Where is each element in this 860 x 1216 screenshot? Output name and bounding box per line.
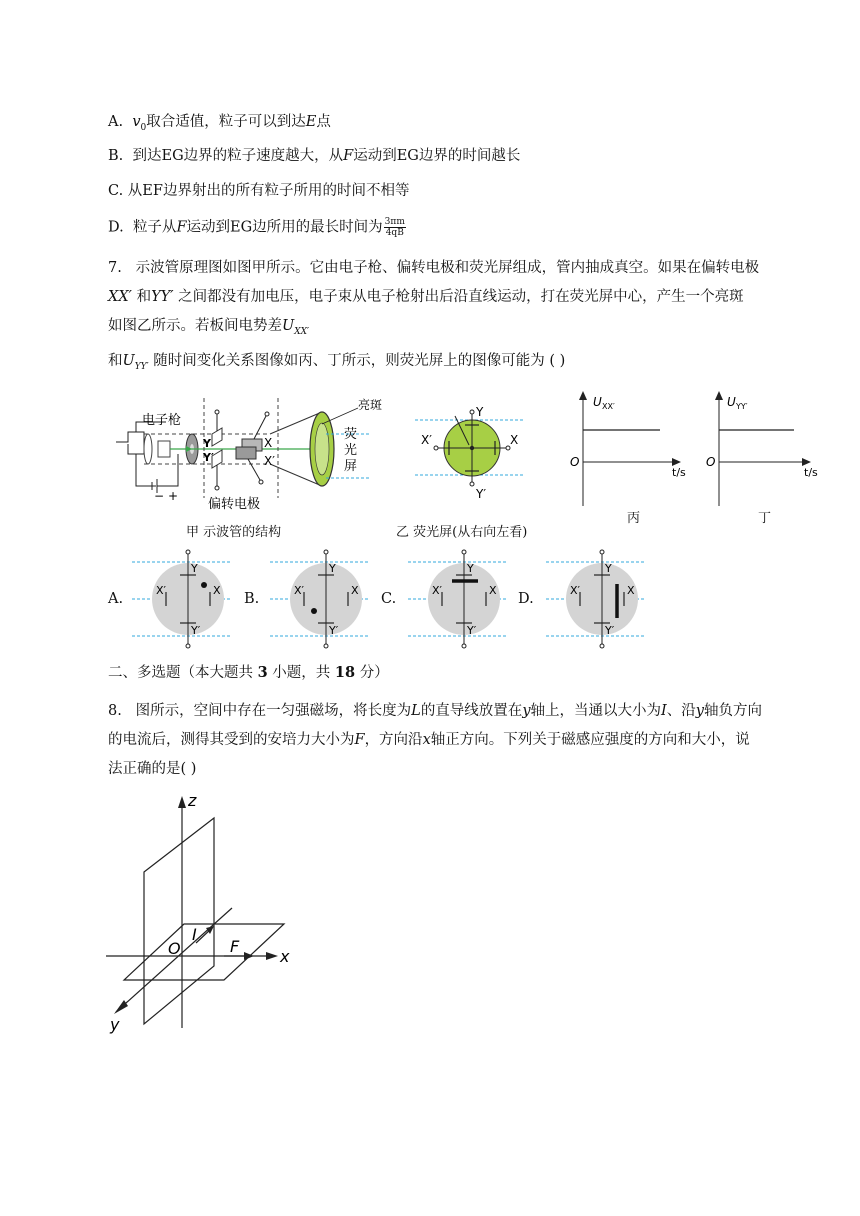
- q8-3d-axes-diagram: [104, 790, 304, 1040]
- label-z: z: [188, 791, 197, 810]
- svg-text:Y: Y: [467, 562, 474, 575]
- bing-ysub: XX′: [602, 402, 615, 411]
- svg-text:Y: Y: [329, 562, 336, 575]
- q6-option-a: A. $v_0$取合适值，粒子可以到达E点: [108, 114, 331, 133]
- q6-option-b: B. 到达EG边界的粒子速度越大，从F运动到EG边界的时间越长: [108, 148, 521, 164]
- ding-ysub: YY′: [736, 402, 748, 411]
- bing-ylabel: U: [593, 395, 602, 409]
- q6-option-c: C. 从EF边界射出的所有粒子所用的时间不相等: [108, 183, 410, 199]
- svg-text:Y′: Y′: [329, 624, 339, 637]
- q7-option-d-screen: [544, 548, 654, 648]
- svg-text:X′: X′: [156, 584, 167, 597]
- svg-text:Y: Y: [605, 562, 612, 575]
- ding-ylabel: U: [727, 395, 736, 409]
- label-screen-1: 荧: [344, 427, 358, 442]
- graph-uxx-vs-t: [560, 388, 700, 508]
- svg-text:X′: X′: [570, 584, 581, 597]
- label-x: x: [280, 947, 290, 966]
- label-plate-yp: Y′: [203, 451, 214, 464]
- label-plate-x: X: [264, 436, 273, 450]
- label-force: F: [230, 937, 240, 956]
- svg-text:X′: X′: [294, 584, 305, 597]
- label-minus: −: [154, 489, 165, 503]
- label-plate-xp: X′: [264, 454, 275, 468]
- caption-ding: 丁: [758, 511, 772, 526]
- label-screen-2: 光: [344, 443, 358, 458]
- label-plate-y: Y: [203, 437, 211, 450]
- q8-stem: 8. 图所示，空间中存在一匀强磁场，将长度为L的直导线放置在y轴上，当通以大小为I、沿y轴负方向 的电流后，测得其受到的安培力大小为F，方向沿x轴正方向。下列关于磁感应强度的方向和大小，说 法正确的是( ): [108, 703, 762, 777]
- yi-label-x: X: [510, 433, 519, 447]
- caption-bing: 丙: [627, 511, 641, 526]
- q7-option-d-label: D.: [518, 591, 534, 607]
- q7-stem: 7. 示波管原理图如图甲所示。它由电子枪、偏转电极和荧光屏组成，管内抽成真空。如果在偏转电极 XX′ 和YY′ 之间都没有加电压，电子束从电子枪射出后沿直线运动，打在荧光屏中心，产生一个亮斑 如图乙所示。若板间电势差$U_{XX'}$ 和$U_{YY'}$ 随时间变化关系图像如丙、丁所示，则荧光屏上的图像可能为 ( ): [108, 260, 760, 372]
- label-bright-spot: 亮斑: [358, 398, 383, 412]
- q7-option-c-screen: [406, 548, 516, 648]
- label-deflection-electrodes: 偏转电极: [208, 497, 261, 512]
- q7-option-b-label: B.: [244, 591, 260, 607]
- svg-text:X: X: [489, 584, 497, 597]
- svg-text:X: X: [351, 584, 359, 597]
- oscilloscope-structure-diagram: [108, 394, 383, 519]
- label-y: y: [110, 1015, 120, 1034]
- svg-text:X′: X′: [432, 584, 443, 597]
- label-origin: O: [168, 939, 181, 958]
- q7-option-b-screen: [268, 548, 378, 648]
- q7-option-a-label: A.: [108, 591, 124, 607]
- caption-yi: 乙 荧光屏(从右向左看): [396, 525, 528, 540]
- ding-origin: O: [706, 455, 716, 469]
- graph-uyy-vs-t: [696, 388, 826, 508]
- screen-front-view: [405, 400, 545, 505]
- fraction-3pim-4qB: $\frac{3\pi m}{4qB}$: [384, 217, 405, 238]
- svg-text:Y′: Y′: [191, 624, 201, 637]
- yi-label-y: Y: [476, 405, 484, 419]
- ding-xlabel: t/s: [804, 466, 818, 479]
- caption-jia: 甲 示波管的结构: [186, 525, 282, 540]
- label-electron-gun: 电子枪: [142, 413, 182, 428]
- yi-label-yp: Y′: [476, 487, 487, 501]
- q7-option-a-screen: [130, 548, 240, 648]
- svg-text:Y′: Y′: [605, 624, 615, 637]
- bing-xlabel: t/s: [672, 466, 686, 479]
- svg-text:X: X: [627, 584, 635, 597]
- bing-origin: O: [570, 455, 580, 469]
- section-heading-multiple-choice: 二、多选题（本大题共 3 小题，共 18 分）: [108, 664, 389, 681]
- label-plus: +: [168, 489, 179, 503]
- q7-option-c-label: C.: [381, 591, 397, 607]
- svg-text:Y: Y: [191, 562, 198, 575]
- yi-label-xp: X′: [421, 433, 432, 447]
- svg-text:X: X: [213, 584, 221, 597]
- label-screen-3: 屏: [344, 459, 358, 474]
- svg-text:Y′: Y′: [467, 624, 477, 637]
- q6-option-d: D. 粒子从F运动到EG边所用的最长时间为 $\frac{3\pi m}{4qB}$: [108, 217, 405, 238]
- label-current: I: [192, 925, 197, 944]
